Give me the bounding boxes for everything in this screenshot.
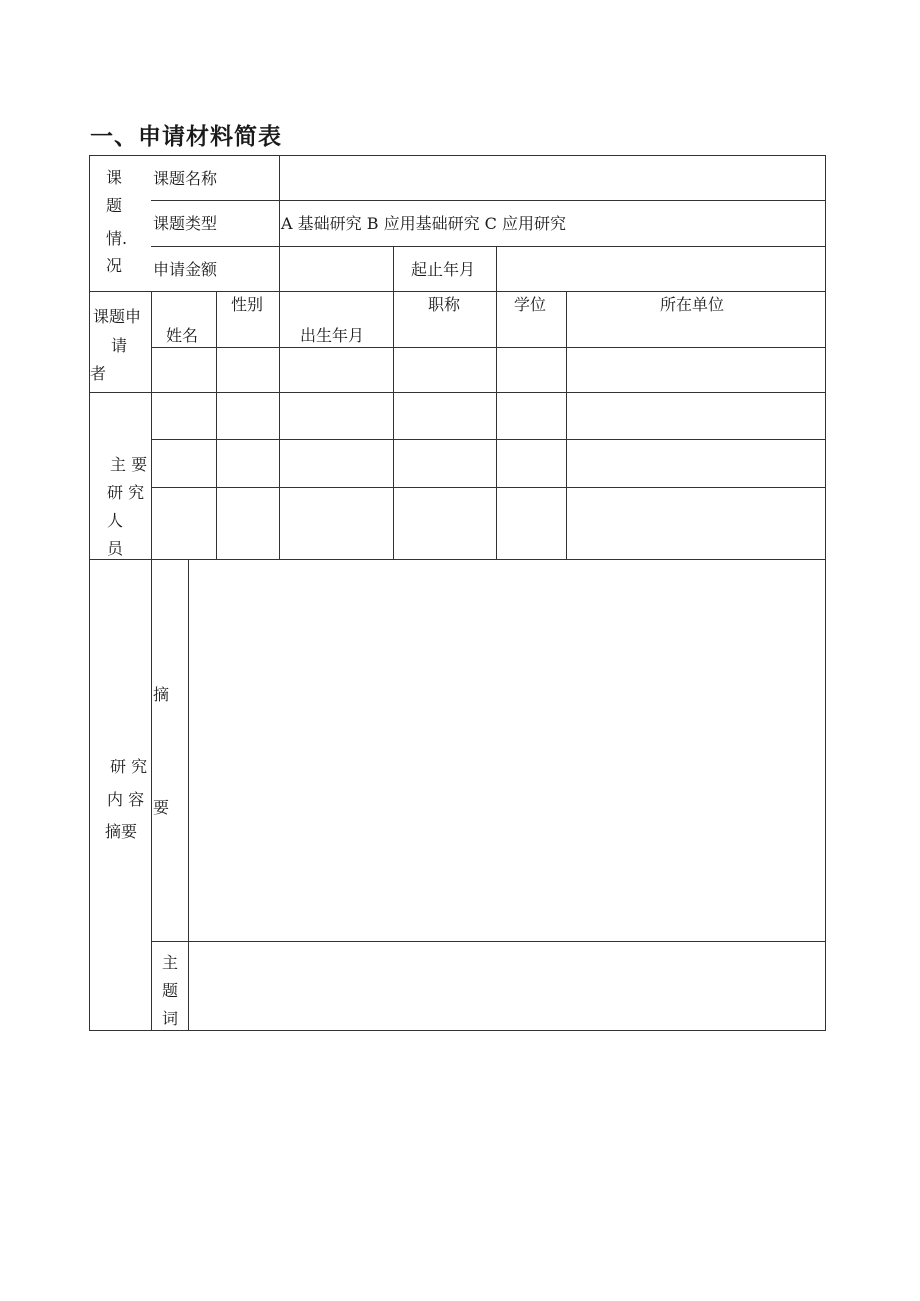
header-birth: 出生年月 (300, 326, 365, 345)
abstract-label-top: 摘 (153, 685, 170, 704)
researchers-label-2: 研 究 (107, 483, 145, 502)
col-divider (566, 291, 567, 560)
row-divider (151, 200, 826, 201)
summary-label-3: 摘要 (105, 822, 138, 841)
table-border-top (89, 155, 826, 156)
project-info-label-4: 况 (106, 256, 123, 275)
researchers-label-3: 人 (107, 511, 124, 530)
project-type-options[interactable]: A 基础研究 B 应用基础研究 C 应用研究 (281, 214, 566, 233)
header-unit: 所在单位 (660, 295, 725, 314)
row-divider (89, 291, 826, 292)
amount-label: 申请金额 (153, 260, 218, 279)
table-border-bottom (89, 1030, 826, 1031)
abstract-field[interactable] (190, 561, 824, 940)
keywords-field[interactable] (190, 943, 824, 1029)
col-divider (188, 559, 189, 1031)
table-border-right (825, 155, 826, 1031)
row-divider (151, 246, 826, 247)
keywords-label-3: 词 (162, 1009, 179, 1028)
header-gender: 性别 (231, 295, 264, 314)
period-label: 起止年月 (411, 260, 476, 279)
period-field[interactable] (498, 248, 824, 290)
row-divider (89, 559, 826, 560)
col-divider (151, 291, 152, 1031)
summary-label-1: 研 究 (110, 757, 148, 776)
table-border-left (89, 155, 90, 1031)
col-divider (279, 155, 280, 560)
project-type-label: 课题类型 (153, 214, 218, 233)
applicant-label-1: 课题申 (93, 307, 142, 326)
summary-label-2: 内 容 (107, 790, 145, 809)
row-divider (151, 487, 826, 488)
project-name-field[interactable] (281, 157, 824, 199)
keywords-label-2: 题 (162, 981, 179, 1000)
header-name: 姓名 (166, 326, 199, 345)
abstract-label-bottom: 要 (153, 798, 170, 817)
project-info-label-2: 题 (106, 196, 123, 215)
applicant-label-3: 者 (90, 364, 107, 383)
row-divider (151, 941, 826, 942)
col-divider (496, 246, 497, 560)
project-info-label-3: 情. (106, 229, 128, 248)
amount-field[interactable] (281, 248, 392, 290)
row-divider (151, 439, 826, 440)
header-degree: 学位 (514, 295, 547, 314)
section-title: 一、申请材料简表 (90, 124, 282, 150)
researchers-label-4: 员 (107, 539, 124, 558)
project-info-label-1: 课 (106, 168, 123, 187)
row-divider (151, 347, 826, 348)
project-name-label: 课题名称 (153, 169, 218, 188)
col-divider (393, 246, 394, 560)
applicant-label-2: 请 (111, 336, 128, 355)
researchers-label-1: 主 要 (110, 455, 148, 474)
header-title: 职称 (428, 295, 461, 314)
row-divider (89, 392, 826, 393)
keywords-label-1: 主 (162, 953, 179, 972)
col-divider (216, 291, 217, 560)
